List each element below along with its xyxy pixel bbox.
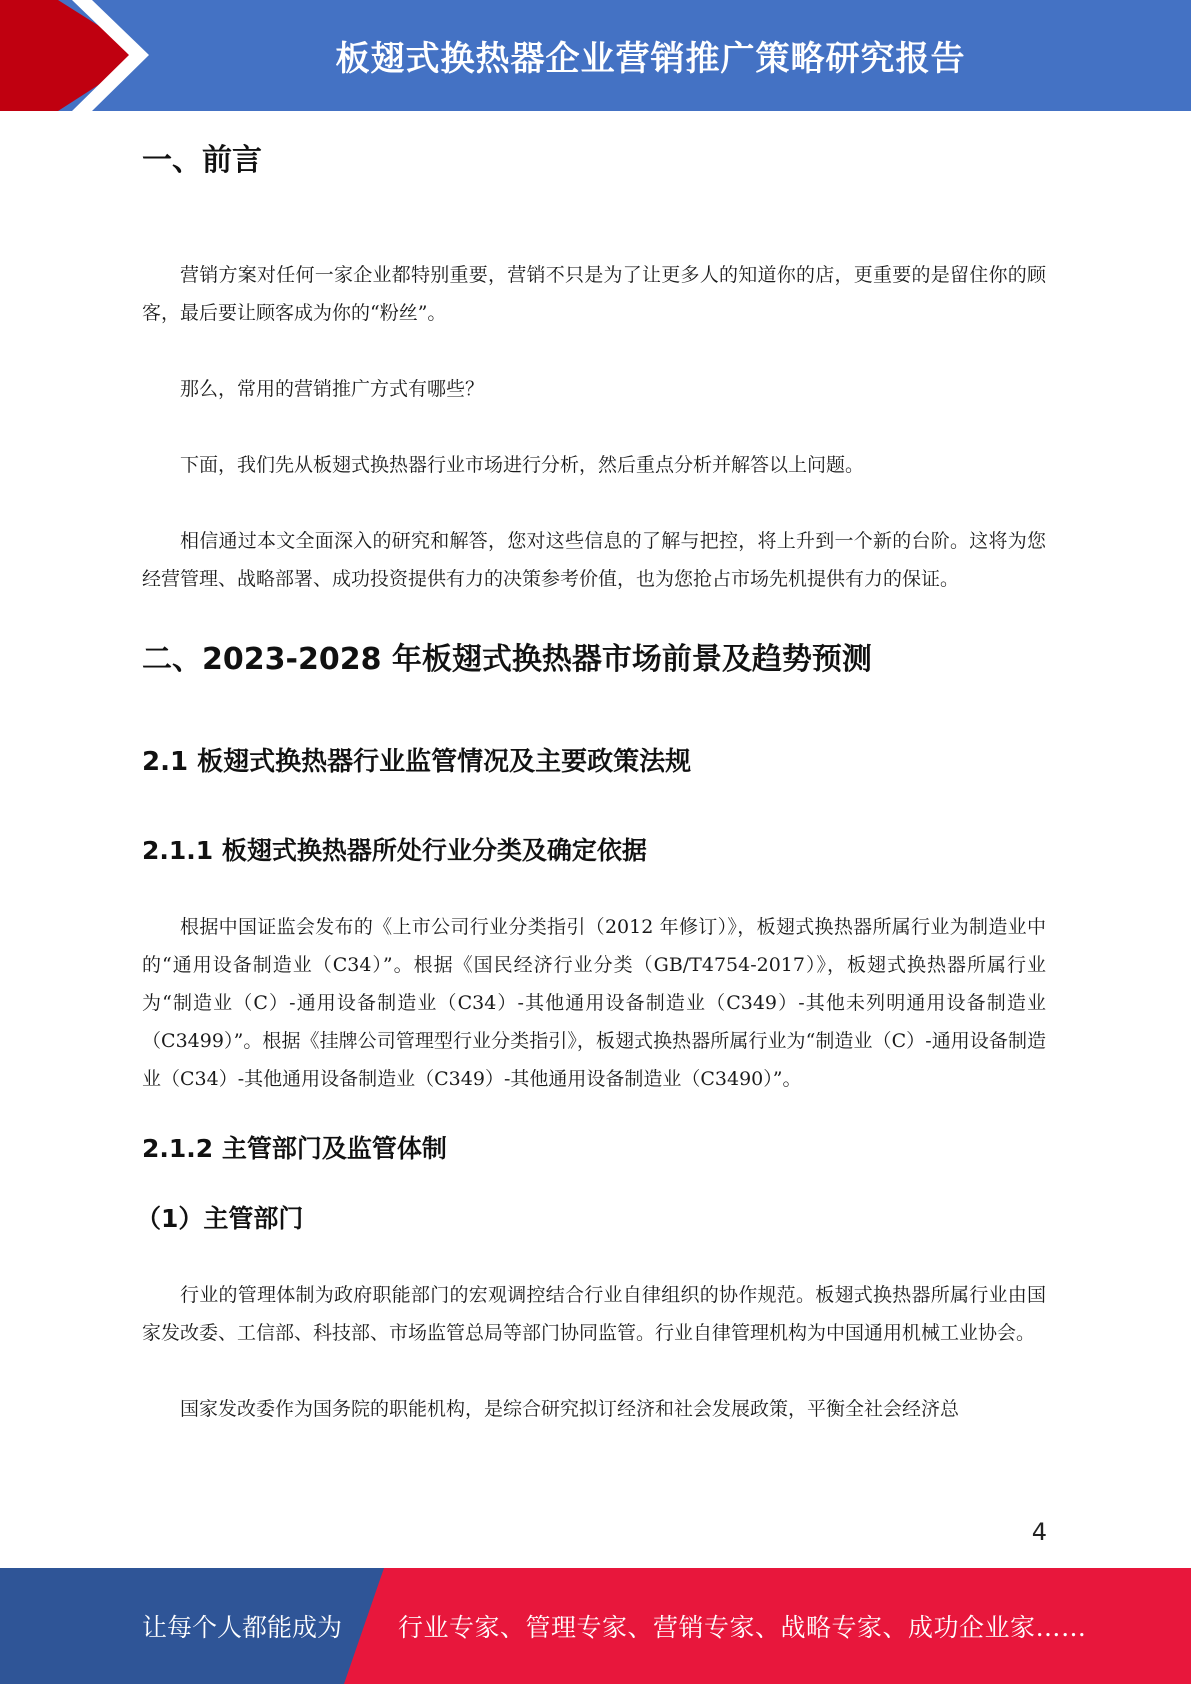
- section-heading-preface: 一、前言: [142, 143, 262, 178]
- footer-slogan-right: 行业专家、管理专家、营销专家、战略专家、成功企业家……: [398, 1613, 1087, 1642]
- page-number: 4: [1031, 1518, 1047, 1546]
- subsection-heading: 2.1 板翅式换热器行业监管情况及主要政策法规: [142, 747, 692, 777]
- subsubsection-heading: 2.1.2 主管部门及监管体制: [142, 1134, 447, 1163]
- subsubsection-heading: 2.1.1 板翅式换热器所处行业分类及确定依据: [142, 836, 647, 865]
- page-footer: [0, 1568, 1191, 1684]
- footer-slogan-left: 让每个人都能成为: [142, 1613, 343, 1642]
- paragraph: 国家发改委作为国务院的职能机构，是综合研究拟订经济和社会发展政策，平衡全社会经济总: [180, 1398, 960, 1420]
- section-heading-forecast: 二、2023-2028 年板翅式换热器市场前景及趋势预测: [142, 642, 872, 677]
- paragraph: 营销方案对任何一家企业都特别重要，营销不只是为了让更多人的知道你的店，更重要的是留住你的顾客，最后要让顾客成为你的“粉丝”。: [142, 264, 1046, 324]
- report-title: 板翅式换热器企业营销推广策略研究报告: [335, 39, 966, 79]
- paragraph: 行业的管理体制为政府职能部门的宏观调控结合行业自律组织的协作规范。板翅式换热器所属行业由国家发改委、工信部、科技部、市场监管总局等部门协同监管。行业自律管理机构为中国通用机械工业协会。: [142, 1284, 1046, 1344]
- item-heading: （1）主管部门: [136, 1204, 304, 1233]
- document-body: [136, 120, 1046, 1428]
- paragraph: 那么，常用的营销推广方式有哪些？: [180, 378, 485, 400]
- paragraph: 下面，我们先从板翅式换热器行业市场进行分析，然后重点分析并解答以上问题。: [180, 454, 865, 476]
- paragraph: 根据中国证监会发布的《上市公司行业分类指引（2012 年修订）》，板翅式换热器所属行业为制造业中的“通用设备制造业（C34）”。根据《国民经济行业分类（GB/T4754-2017）》，板翅式换热器所属行业为“制造业（C）-通用设备制造业（C34）-其他通用设备制造业（C349）-其他未列明通用设备制造业（C3499）”。根据《挂牌公司管理型行业分类指引》，板翅式换热器所属行业为“制造业（C）-通用设备制造业（C34）-其他通用设备制造业（C349）-其他通用设备制造业（C3490）”。: [142, 916, 1046, 1090]
- page-header: [0, 0, 1191, 111]
- paragraph: 相信通过本文全面深入的研究和解答，您对这些信息的了解与把控，将上升到一个新的台阶。这将为您经营管理、战略部署、成功投资提供有力的决策参考价值，也为您抢占市场先机提供有力的保证。: [142, 530, 1046, 590]
